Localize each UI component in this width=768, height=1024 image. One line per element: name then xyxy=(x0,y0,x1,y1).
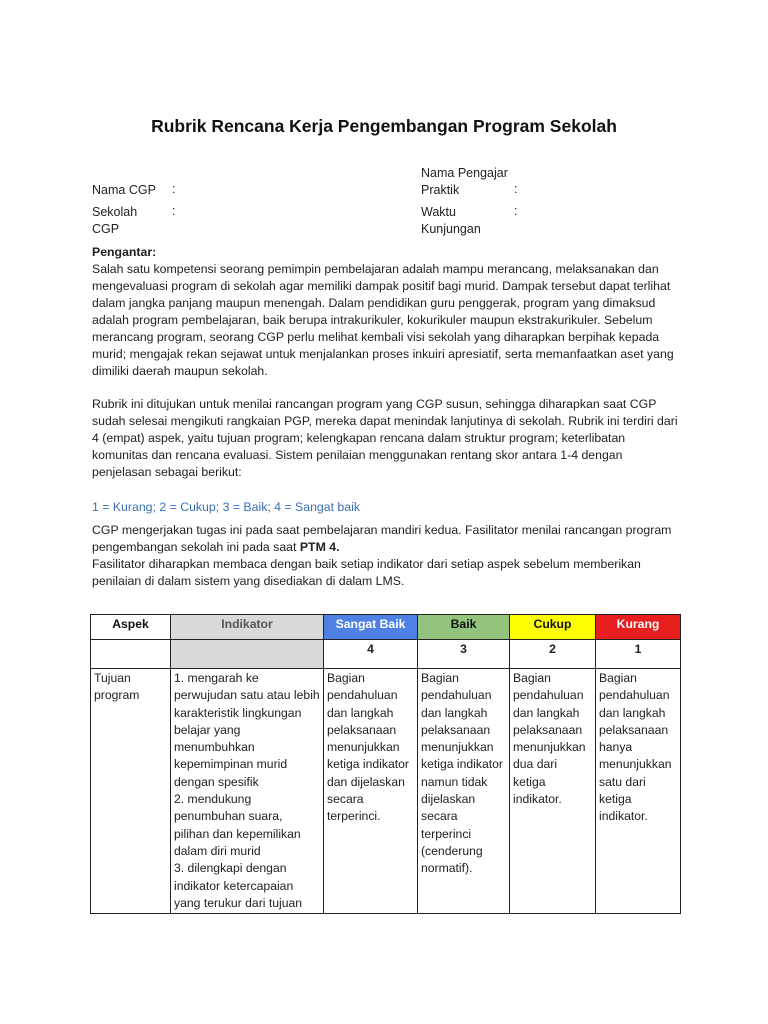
score-cell-empty xyxy=(91,640,171,669)
header-cukup: Cukup xyxy=(510,615,596,640)
instruction-paragraph-1 xyxy=(92,522,682,556)
sekolah-cgp-colon: : xyxy=(172,204,176,218)
row-indikator xyxy=(171,669,324,914)
intro-paragraph-2: Rubrik ini ditujukan untuk menilai rancangan program yang CGP susun, sehingga diharapkan saat CGP sudah selesai mengikuti rangkaian PGP, mereka dapat menindak lanjutinya di sekolah. Rubrik ini terdiri dari 4 (empat) aspek, yaitu tujuan program; kelengkapan rencana dalam struktur program; keterlibatan komunitas dan rencana evaluasi. Sistem penilaian menggunakan rentang skor antara 1-4 dengan penjelasan sebagai berikut: xyxy=(92,397,678,479)
score-scale: 1 = Kurang; 2 = Cukup; 3 = Baik; 4 = Sangat baik xyxy=(92,500,360,514)
instruction-text: CGP mengerjakan tugas ini pada saat pembelajaran mandiri kedua. Fasilitator menilai rancangan program pengembangan sekolah ini pada saat xyxy=(92,523,672,554)
intro-section xyxy=(92,244,682,380)
score-sangat-baik: 4 xyxy=(324,640,418,669)
nama-pengajar-label: Nama Pengajar Praktik xyxy=(421,166,508,197)
row-baik: Bagian pendahuluan dan langkah pelaksanaan menunjukkan ketiga indikator namun tidak dijelaskan secara terperinci (cenderung normatif). xyxy=(418,669,510,914)
nama-pengajar-colon: : xyxy=(514,182,518,196)
header-sangat-baik: Sangat Baik xyxy=(324,615,418,640)
header-kurang: Kurang xyxy=(596,615,681,640)
score-baik: 3 xyxy=(418,640,510,669)
rubric-header-row xyxy=(91,615,681,640)
header-aspek: Aspek xyxy=(91,615,171,640)
row-sangat-baik: Bagian pendahuluan dan langkah pelaksanaan menunjukkan ketiga indikator dan dijelaskan secara terperinci. xyxy=(324,669,418,914)
score-cell-indikator-empty xyxy=(171,640,324,669)
waktu-kunjungan-label: Waktu Kunjungan xyxy=(421,205,481,236)
table-row xyxy=(91,669,681,914)
rubric-score-row xyxy=(91,640,681,669)
row-kurang: Bagian pendahuluan dan langkah pelaksanaan hanya menunjukkan satu dari ketiga indikator. xyxy=(596,669,681,914)
nama-cgp-colon: : xyxy=(172,182,176,196)
header-indikator: Indikator xyxy=(171,615,324,640)
header-baik: Baik xyxy=(418,615,510,640)
nama-cgp-label: Nama CGP xyxy=(92,183,156,197)
instruction-paragraph-2: Fasilitator diharapkan membaca dengan baik setiap indikator dari setiap aspek sebelum memberikan penilaian di dalam sistem yang disediakan di dalam LMS. xyxy=(92,557,641,588)
rubric-table xyxy=(90,614,681,914)
indikator-item-1: 1. mengarah ke perwujudan satu atau lebih karakteristik lingkungan belajar yang menumbuhkan kepemimpinan murid dengan spesifik xyxy=(174,671,320,789)
score-kurang: 1 xyxy=(596,640,681,669)
waktu-kunjungan-colon: : xyxy=(514,204,518,218)
assessment-instructions xyxy=(92,522,682,590)
ptm-label: PTM 4. xyxy=(299,540,340,554)
indikator-item-3: 3. dilengkapi dengan indikator ketercapaian yang terukur dari tujuan xyxy=(174,861,303,910)
page-title: Rubrik Rencana Kerja Pengembangan Program Sekolah xyxy=(151,116,617,136)
indikator-item-2: 2. mendukung penumbuhan suara, pilihan dan kepemilikan dalam diri murid xyxy=(174,792,301,858)
row-aspek: Tujuan program xyxy=(91,669,171,914)
intro-paragraph-1: Salah satu kompetensi seorang pemimpin pembelajaran adalah mampu merancang, melaksanakan dan mengevaluasi program di sekolah agar memiliki dampak positif bagi murid. Dampak tersebut dapat terlihat dalam jangka panjang maupun menengah. Dalam pendidikan guru penggerak, program yang dimaksud adalah program pembelajaran, baik berupa intrakurikuler, kokurikuler maupun ekstrakurikuler. Sebelum merancang program, seorang CGP perlu melihat kembali visi sekolah yang diharapkan berpihak kepada murid; mengajak rekan sejawat untuk menjalankan proses inkuiri apresiatif, serta memanfaatkan aset yang dimiliki daerah maupun sekolah. xyxy=(92,262,674,378)
score-cukup: 2 xyxy=(510,640,596,669)
row-cukup: Bagian pendahuluan dan langkah pelaksanaan menunjukkan dua dari ketiga indikator. xyxy=(510,669,596,914)
intro-heading: Pengantar: xyxy=(92,245,157,259)
sekolah-cgp-label: Sekolah CGP xyxy=(92,205,138,236)
